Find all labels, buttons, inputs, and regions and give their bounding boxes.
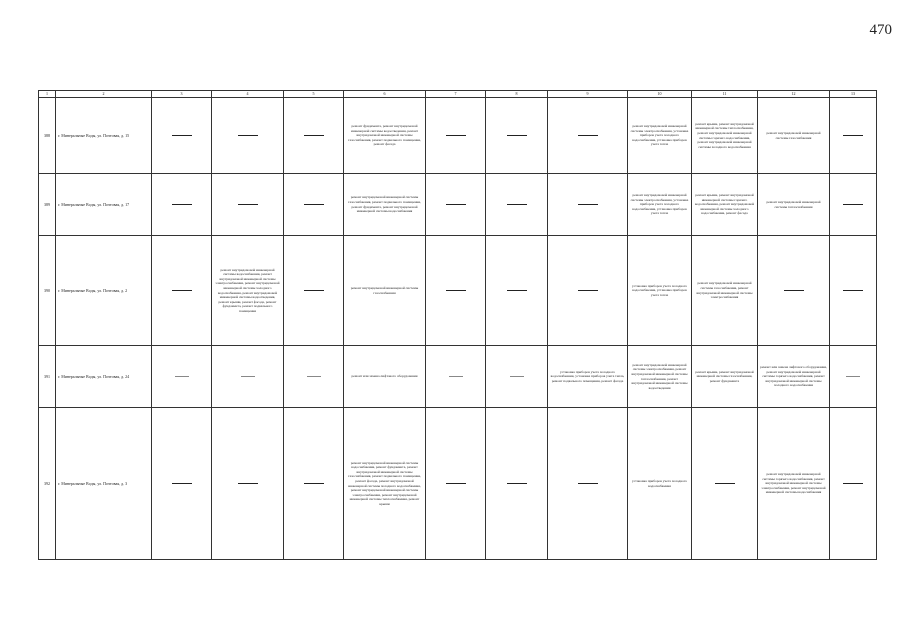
work-type-cell-col-6: ремонт внутридомовой инженерной системы газоснабжения: [344, 236, 426, 346]
empty-dash: [507, 135, 527, 136]
empty-dash: [304, 204, 324, 205]
empty-dash: [446, 204, 466, 205]
empty-dash: [578, 135, 598, 136]
table-row: [39, 346, 877, 408]
work-type-cell-col-3: [152, 174, 212, 236]
row-number-cell: 389: [39, 174, 56, 236]
work-type-cell-col-3: [152, 346, 212, 408]
work-type-cell-col-3: [152, 408, 212, 560]
table-row: [39, 174, 877, 236]
work-type-cell-col-12: ремонт или замена лифтового оборудования, ремонт внутридомовой инженерной системы горячего водоснабжения, ремонт внутридомовой инженерной системы холодного водоснабжения: [758, 346, 830, 408]
work-type-cell-col-13: [830, 236, 877, 346]
work-type-cell-col-8: [486, 98, 548, 174]
address-cell: г. Минеральные Воды, ул. Почтовая, д. 24: [56, 346, 152, 408]
work-type-cell-col-13: [830, 98, 877, 174]
empty-dash: [304, 483, 324, 484]
work-type-cell-col-13: [830, 174, 877, 236]
work-type-cell-col-11: ремонт внутридомовой инженерной системы газоснабжения, ремонт внутридомовой инженерной системы электроснабжения: [692, 236, 758, 346]
empty-dash: [507, 204, 527, 205]
work-type-cell-col-13: [830, 408, 877, 560]
empty-dash: [241, 376, 255, 377]
work-type-cell-col-9: [548, 236, 628, 346]
table-row: [39, 408, 877, 560]
work-type-cell-col-11: ремонт крыши, ремонт внутридомовой инженерной системы газоснабжения, ремонт фундамента: [692, 346, 758, 408]
empty-dash: [446, 290, 466, 291]
column-number: 13: [830, 91, 877, 98]
column-number: 8: [486, 91, 548, 98]
work-type-cell-col-3: [152, 236, 212, 346]
column-number: 9: [548, 91, 628, 98]
column-number: 5: [284, 91, 344, 98]
work-type-cell-col-10: ремонт внутридомовой инженерной системы электроснабжения, установка приборов учета холодного водоснабжения, установка приборов учета тепла: [628, 174, 692, 236]
work-type-cell-col-6: ремонт фундамента, ремонт внутридомовой инженерной системы водоотведения, ремонт внутридомовой инженерной системы газоснабжения, ремонт подвального помещения, ремонт фасада: [344, 98, 426, 174]
work-type-cell-col-12: ремонт внутридомовой инженерной системы газоснабжения: [758, 98, 830, 174]
work-type-cell-col-3: [152, 98, 212, 174]
address-cell: г. Минеральные Воды, ул. Почтовая, д. 3: [56, 408, 152, 560]
work-type-cell-col-6: ремонт внутридомовой инженерной системы водоснабжения, ремонт фундамента, ремонт внутридомовой инженерной системы газоснабжения, ремонт подвального помещения, ремонт фасада, ремонт внутридомовой инженерной системы холодного водоснабжения, ремонт внутридомовой инженерной системы электроснабжения, ремонт внутридомовой инженерной системы теплоснабжения, ремонт крыши: [344, 408, 426, 560]
work-type-cell-col-8: [486, 346, 548, 408]
work-type-cell-col-10: установка приборов учета холодного водоснабжения, установка приборов учета тепла: [628, 236, 692, 346]
work-type-cell-col-7: [426, 236, 486, 346]
empty-dash: [238, 204, 258, 205]
work-type-cell-col-5: [284, 408, 344, 560]
work-type-cell-col-7: [426, 98, 486, 174]
work-type-cell-col-5: [284, 346, 344, 408]
empty-dash: [238, 135, 258, 136]
work-type-cell-col-4: [212, 408, 284, 560]
work-type-cell-col-10: установка приборов учета холодного водоснабжения: [628, 408, 692, 560]
column-number: 4: [212, 91, 284, 98]
work-type-cell-col-10: ремонт внутридомовой инженерной системы электроснабжения, ремонт внутридомовой инженерной системы теплоснабжения, ремонт внутридомовой инженерной системы водоотведения: [628, 346, 692, 408]
work-type-cell-col-4: [212, 98, 284, 174]
row-number-cell: 392: [39, 408, 56, 560]
empty-dash: [843, 135, 863, 136]
work-type-cell-col-4: ремонт внутридомовой инженерной системы водоснабжения, ремонт внутридомовой инженерной системы электроснабжения, ремонт внутридомовой инженерной системы холодного водоснабжения, ремонт внутридомовой инженерной системы водоотведения, ремонт крыши, ремонт фасада, ремонт фундамента, ремонт подвального помещения: [212, 236, 284, 346]
work-type-cell-col-11: [692, 408, 758, 560]
empty-dash: [175, 376, 189, 377]
empty-dash: [843, 483, 863, 484]
address-cell: г. Минеральные Воды, ул. Почтовая, д. 17: [56, 174, 152, 236]
empty-dash: [510, 376, 524, 377]
empty-dash: [446, 135, 466, 136]
column-number: 1: [39, 91, 56, 98]
row-number-cell: 391: [39, 346, 56, 408]
work-type-cell-col-7: [426, 408, 486, 560]
address-cell: г. Минеральные Воды, ул. Почтовая, д. 2: [56, 236, 152, 346]
column-number-row: [39, 91, 877, 98]
work-type-cell-col-12: [758, 236, 830, 346]
work-type-cell-col-7: [426, 174, 486, 236]
column-number: 6: [344, 91, 426, 98]
work-type-cell-col-8: [486, 174, 548, 236]
empty-dash: [304, 290, 324, 291]
work-type-cell-col-7: [426, 346, 486, 408]
empty-dash: [507, 290, 527, 291]
empty-dash: [304, 135, 324, 136]
work-type-cell-col-10: ремонт внутридомовой инженерной системы электроснабжения, установка приборов учета холодного водоснабжения, установка приборов учета тепла: [628, 98, 692, 174]
work-type-cell-col-4: [212, 346, 284, 408]
address-cell: г. Минеральные Воды, ул. Почтовая, д. 15: [56, 98, 152, 174]
empty-dash: [307, 376, 321, 377]
work-type-cell-col-5: [284, 98, 344, 174]
empty-dash: [784, 290, 804, 291]
empty-dash: [449, 376, 463, 377]
column-number: 2: [56, 91, 152, 98]
work-type-cell-col-8: [486, 408, 548, 560]
page-number: 470: [869, 22, 892, 38]
empty-dash: [578, 204, 598, 205]
empty-dash: [578, 483, 598, 484]
table-row: [39, 98, 877, 174]
empty-dash: [843, 290, 863, 291]
work-type-cell-col-9: [548, 98, 628, 174]
work-type-cell-col-6: ремонт или замена лифтового оборудования: [344, 346, 426, 408]
work-type-cell-col-11: ремонт крыши, ремонт внутридомовой инженерной системы теплоснабжения, ремонт внутридомовой инженерной системы горячего водоснабжения, ремонт внутридомовой инженерной системы холодного водоснабжения: [692, 98, 758, 174]
empty-dash: [238, 483, 258, 484]
work-type-cell-col-4: [212, 174, 284, 236]
column-number: 7: [426, 91, 486, 98]
column-number: 12: [758, 91, 830, 98]
empty-dash: [843, 204, 863, 205]
row-number-cell: 390: [39, 236, 56, 346]
work-type-cell-col-11: ремонт крыши, ремонт внутридомовой инженерной системы горячего водоснабжения, ремонт внутридомовой инженерной системы холодного водоснабжения, ремонт фасада: [692, 174, 758, 236]
table-row: [39, 236, 877, 346]
column-number: 11: [692, 91, 758, 98]
work-type-cell-col-5: [284, 174, 344, 236]
empty-dash: [172, 290, 192, 291]
empty-dash: [446, 483, 466, 484]
work-type-cell-col-9: [548, 174, 628, 236]
work-type-cell-col-12: ремонт внутридомовой инженерной системы теплоснабжения: [758, 174, 830, 236]
work-type-cell-col-9: [548, 408, 628, 560]
empty-dash: [578, 290, 598, 291]
row-number-cell: 388: [39, 98, 56, 174]
empty-dash: [172, 135, 192, 136]
empty-dash: [172, 483, 192, 484]
empty-dash: [172, 204, 192, 205]
work-type-cell-col-6: ремонт внутридомовой инженерной системы газоснабжения, ремонт подвального помещения, ремонт фундамента, ремонт внутридомовой инженерной системы водоснабжения: [344, 174, 426, 236]
work-type-cell-col-13: [830, 346, 877, 408]
empty-dash: [715, 483, 735, 484]
empty-dash: [507, 483, 527, 484]
column-number: 3: [152, 91, 212, 98]
empty-dash: [846, 376, 860, 377]
repair-schedule-table: [38, 90, 877, 560]
work-type-cell-col-12: ремонт внутридомовой инженерной системы горячего водоснабжения, ремонт внутридомовой инженерной системы электроснабжения, ремонт внутридомовой инженерной системы водоснабжения: [758, 408, 830, 560]
column-number: 10: [628, 91, 692, 98]
work-type-cell-col-9: установка приборов учета холодного водоснабжения, установка приборов учета тепла, ремонт подвального помещения, ремонт фасада: [548, 346, 628, 408]
work-type-cell-col-8: [486, 236, 548, 346]
work-type-cell-col-5: [284, 236, 344, 346]
